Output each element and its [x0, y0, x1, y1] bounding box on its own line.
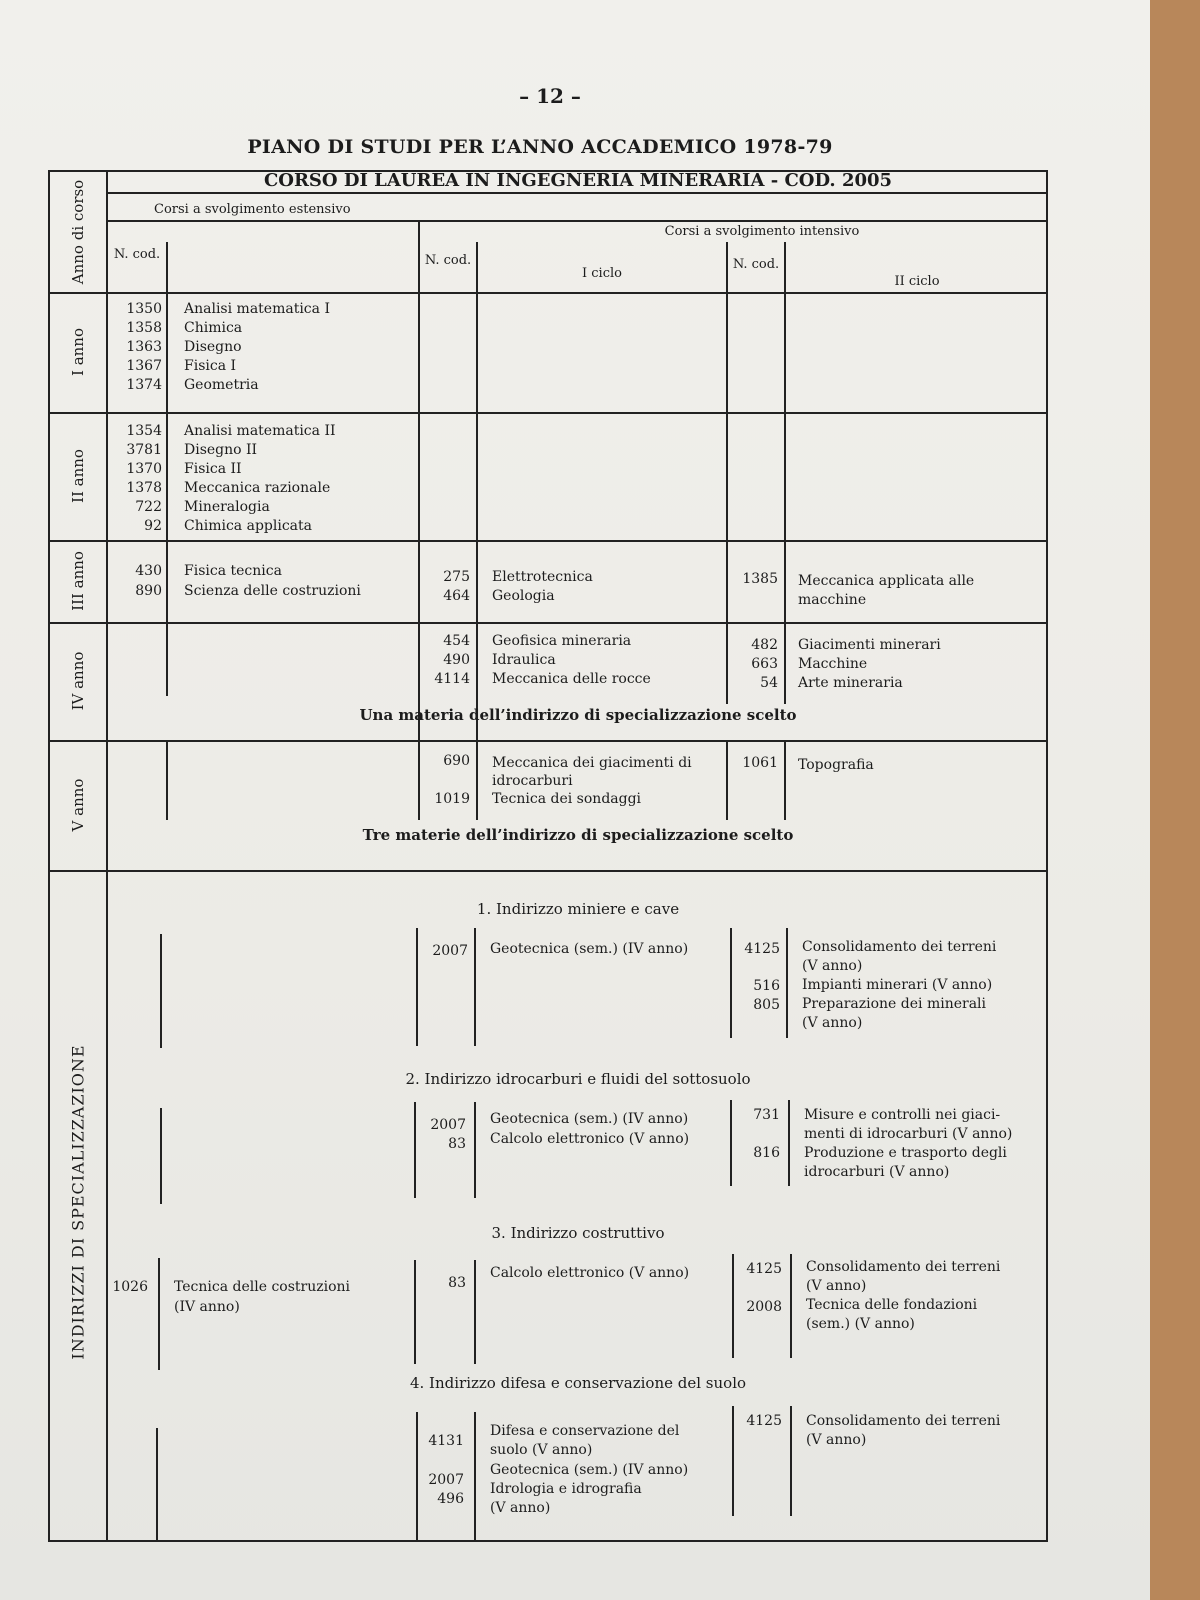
col-divider-cycle2 — [726, 242, 728, 704]
course-name-cont: idrocarburi (V anno) — [804, 1164, 950, 1180]
course-code: 663 — [751, 656, 778, 672]
header-ncod-cycle1: N. cod. — [424, 253, 472, 268]
course-name: Arte mineraria — [798, 675, 903, 691]
course-name: Meccanica delle rocce — [492, 671, 651, 687]
course-name: Chimica applicata — [184, 518, 312, 534]
course-code: 482 — [751, 637, 778, 653]
course-code: 83 — [448, 1275, 466, 1291]
course-title: CORSO DI LAUREA IN INGEGNERIA MINERARIA - COD. 2005 — [263, 170, 893, 191]
course-name-cont: (V anno) — [802, 958, 863, 974]
course-code: 4125 — [744, 941, 780, 957]
course-code: 1019 — [434, 791, 470, 807]
course-name-cont: macchine — [798, 592, 867, 608]
course-code: 1061 — [742, 755, 778, 771]
spec1-divider-c — [474, 928, 476, 1046]
spec4-divider-e — [790, 1406, 792, 1516]
course-code: 4131 — [428, 1433, 464, 1449]
col-divider-ncod1-v — [166, 740, 168, 820]
course-name: Produzione e trasporto degli — [804, 1145, 1007, 1161]
course-code: 2007 — [428, 1472, 464, 1488]
course-code: 1363 — [126, 339, 162, 355]
year-label-4: IV anno — [69, 651, 87, 711]
course-name-cont: (IV anno) — [174, 1299, 240, 1315]
course-code: 454 — [443, 633, 470, 649]
course-name: Fisica tecnica — [184, 563, 282, 579]
header-cycle1: I ciclo — [582, 266, 622, 281]
course-name: Difesa e conservazione del — [490, 1423, 680, 1439]
course-code: 731 — [753, 1107, 780, 1123]
course-name-cont: (V anno) — [802, 1015, 863, 1031]
course-code: 1354 — [126, 423, 162, 439]
row-divider-course — [108, 192, 1048, 194]
spec-title: 3. Indirizzo costruttivo — [491, 1224, 665, 1242]
course-name: Misure e controlli nei giaci- — [804, 1107, 1001, 1123]
course-code: 2007 — [430, 1117, 466, 1133]
spec-title: 2. Indirizzo idrocarburi e fluidi del sottosuolo — [405, 1070, 751, 1088]
course-code: 805 — [753, 997, 780, 1013]
course-code: 4125 — [746, 1261, 782, 1277]
course-code: 4114 — [434, 671, 470, 687]
spec3-divider-a — [158, 1258, 160, 1370]
year-label-5: V anno — [69, 778, 87, 832]
course-code: 275 — [443, 569, 470, 585]
course-name: Disegno — [184, 339, 242, 355]
course-code: 83 — [448, 1136, 466, 1152]
row-divider-y1 — [50, 412, 1048, 414]
anno-di-corso-header — [70, 172, 86, 292]
course-name: Geometria — [184, 377, 259, 393]
row-divider-header — [50, 292, 1048, 294]
course-name: Analisi matematica I — [184, 301, 330, 317]
course-name: Giacimenti minerari — [798, 637, 941, 653]
year-label-1: I anno — [69, 328, 87, 376]
spec1-divider-a — [160, 934, 162, 1048]
course-name: Tecnica delle fondazioni — [806, 1297, 978, 1313]
course-name: Idrologia e idrografia — [490, 1481, 642, 1497]
course-name: Preparazione dei minerali — [802, 996, 987, 1012]
course-name-cont: suolo (V anno) — [490, 1442, 593, 1458]
course-code: 464 — [443, 588, 470, 604]
course-name: Geotecnica (sem.) (IV anno) — [490, 1462, 689, 1478]
col-divider-ncod1 — [166, 242, 168, 696]
course-code: 722 — [135, 499, 162, 515]
course-code: 816 — [753, 1145, 780, 1161]
course-name: Calcolo elettronico (V anno) — [490, 1131, 690, 1147]
col-divider-ncod2 — [476, 242, 478, 820]
spec2-divider-a — [160, 1108, 162, 1204]
course-name: Analisi matematica II — [184, 423, 336, 439]
course-name: Geotecnica (sem.) (IV anno) — [490, 941, 689, 957]
course-name-cont: (V anno) — [806, 1278, 867, 1294]
course-name: Chimica — [184, 320, 243, 336]
course-name: Meccanica applicata alle — [798, 573, 975, 589]
study-plan-table — [48, 170, 1048, 1542]
col-divider-intensive — [418, 220, 420, 820]
specializations-label: INDIRIZZI DI SPECIALIZZAZIONE — [68, 1044, 88, 1360]
course-code: 1378 — [126, 480, 162, 496]
row-divider-y4 — [50, 740, 1048, 742]
anno-di-corso-label: Anno di corso — [69, 179, 87, 285]
col-divider-ncod3-v — [784, 740, 786, 820]
spec2-divider-c — [474, 1102, 476, 1198]
page-title: PIANO DI STUDI PER L’ANNO ACCADEMICO 1978-79 — [247, 136, 833, 158]
course-name-cont: menti di idrocarburi (V anno) — [804, 1126, 1013, 1142]
header-cycle2: II ciclo — [894, 274, 940, 289]
year5-note: Tre materie dell’indirizzo di specializzazione scelto — [362, 826, 794, 844]
spec3-divider-e — [790, 1254, 792, 1358]
course-name: Consolidamento dei terreni — [806, 1413, 1001, 1429]
course-code: 92 — [144, 518, 162, 534]
course-name: Scienza delle costruzioni — [184, 583, 361, 599]
header-extensive: Corsi a svolgimento estensivo — [154, 202, 351, 217]
course-code: 1374 — [126, 377, 162, 393]
course-name-cont: (V anno) — [490, 1500, 551, 1516]
col-divider-cycle2-v — [726, 740, 728, 820]
course-name: Mineralogia — [184, 499, 270, 515]
course-code: 2007 — [432, 943, 468, 959]
row-divider-y3 — [50, 622, 1048, 624]
course-name: Idraulica — [492, 652, 556, 668]
course-name: Meccanica razionale — [184, 480, 331, 496]
course-name: Geofisica mineraria — [492, 633, 632, 649]
spec3-divider-c — [474, 1260, 476, 1364]
row-divider-y5 — [50, 870, 1048, 872]
year-label-2: II anno — [69, 449, 87, 503]
course-name-cont: idrocarburi — [492, 773, 573, 789]
course-code: 890 — [135, 583, 162, 599]
course-code: 1350 — [126, 301, 162, 317]
course-name: Consolidamento dei terreni — [802, 939, 997, 955]
course-code: 1370 — [126, 461, 162, 477]
course-code: 54 — [760, 675, 778, 691]
page-number: – 12 – — [519, 84, 581, 108]
course-name-cont: (V anno) — [806, 1432, 867, 1448]
header-ncod-extensive: N. cod. — [113, 247, 161, 262]
header-ncod-cycle2: N. cod. — [732, 257, 780, 272]
spec4-divider-a — [156, 1428, 158, 1542]
course-code: 3781 — [126, 442, 162, 458]
spec-title: 4. Indirizzo difesa e conservazione del suolo — [409, 1374, 747, 1392]
course-code: 1358 — [126, 320, 162, 336]
course-name: Fisica I — [184, 358, 237, 374]
year4-note: Una materia dell’indirizzo di specializzazione scelto — [359, 706, 797, 724]
course-code: 1026 — [112, 1279, 148, 1295]
course-code: 1385 — [742, 571, 778, 587]
course-code: 1367 — [126, 358, 162, 374]
course-name: Geotecnica (sem.) (IV anno) — [490, 1111, 689, 1127]
spec-title: 1. Indirizzo miniere e cave — [476, 900, 680, 918]
course-code: 430 — [135, 563, 162, 579]
col-divider-ncod3 — [784, 242, 786, 704]
spec2-divider-e — [788, 1100, 790, 1186]
course-name: Meccanica dei giacimenti di — [492, 755, 692, 771]
header-intensive: Corsi a svolgimento intensivo — [664, 224, 860, 239]
spec4-divider-c — [474, 1412, 476, 1540]
course-code: 496 — [437, 1491, 464, 1507]
course-name: Tecnica dei sondaggi — [492, 791, 642, 807]
spec1-divider-e — [786, 928, 788, 1038]
course-name: Disegno II — [184, 442, 258, 458]
course-name-cont: (sem.) (V anno) — [806, 1316, 915, 1332]
year-label-3: III anno — [69, 551, 87, 611]
course-code: 690 — [443, 753, 470, 769]
course-name: Impianti minerari (V anno) — [802, 977, 993, 993]
course-name: Elettrotecnica — [492, 569, 593, 585]
course-name: Tecnica delle costruzioni — [174, 1279, 351, 1295]
course-name: Macchine — [798, 656, 868, 672]
course-code: 4125 — [746, 1413, 782, 1429]
row-divider-y2 — [50, 540, 1048, 542]
course-name: Fisica II — [184, 461, 242, 477]
course-code: 490 — [443, 652, 470, 668]
course-name: Consolidamento dei terreni — [806, 1259, 1001, 1275]
course-name: Geologia — [492, 588, 555, 604]
course-code: 2008 — [746, 1299, 782, 1315]
course-name: Calcolo elettronico (V anno) — [490, 1265, 690, 1281]
course-code: 516 — [753, 978, 780, 994]
course-name: Topografia — [798, 757, 874, 773]
